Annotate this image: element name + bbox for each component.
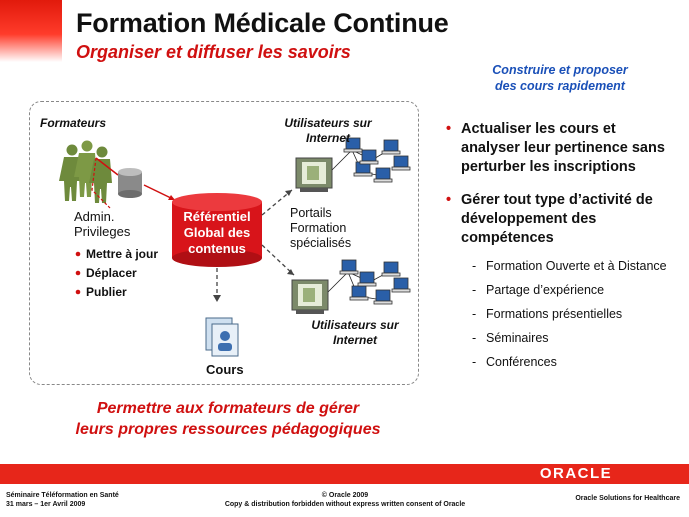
footer-copyright-line2: Copy & distribution forbidden without express written consent of Oracle (224, 501, 466, 508)
main-bullet (446, 120, 678, 177)
right-column (446, 120, 678, 378)
admin-item: Déplacer (86, 266, 137, 280)
trainers-label: Formateurs (40, 116, 107, 130)
portal-monitor-bottom-icon (292, 280, 328, 314)
users-top-line2: Internet (305, 131, 350, 145)
dash-icon: - (472, 355, 477, 369)
portals-line1: Portails (290, 206, 332, 220)
course-label: Cours (206, 362, 244, 377)
portals-label (290, 206, 351, 251)
sub-bullet-text: Formations présentielles (486, 307, 623, 321)
main-bullet (446, 191, 678, 248)
database-icon (118, 168, 142, 198)
admin-actions-list (86, 245, 158, 302)
main-bullet-text: Actualiser les cours et analyser leur pertinence sans perturber les inscriptions (461, 121, 665, 175)
footer-event (6, 491, 119, 509)
footer-solutions: Oracle Solutions for Healthcare (575, 495, 680, 502)
users-network-bottom-icon (328, 260, 410, 304)
main-bullet-text: Gérer tout type d’activité de développement des compétences (461, 192, 653, 246)
bottom-tagline (28, 398, 428, 440)
sub-bullet (472, 258, 678, 275)
bullet-dot-icon: • (446, 121, 452, 137)
right-heading-line2: des cours rapidement (495, 79, 625, 93)
users-top-line1: Utilisateurs sur (284, 116, 372, 130)
admin-item: Mettre à jour (86, 247, 159, 261)
oracle-logo: ORACLE (539, 465, 613, 482)
slide-subtitle: Organiser et diffuser les savoirs (76, 42, 351, 62)
tagline-line2: leurs propres ressources pédagogiques (75, 421, 381, 438)
dash-icon: - (472, 331, 477, 345)
footer-copyright (180, 491, 510, 509)
bullet-dot-icon: • (446, 192, 452, 208)
sub-bullet-text: Conférences (486, 355, 557, 369)
portals-line3: spécialisés (290, 236, 352, 250)
sub-bullet (472, 330, 678, 347)
slide-title: Formation Médicale Continue (76, 8, 449, 38)
trainers-icon (59, 141, 112, 204)
footer-event-line2: 31 mars – 1er Avril 2009 (6, 501, 86, 508)
portal-monitor-top-icon (296, 158, 332, 192)
users-top-label (268, 116, 388, 146)
footer-event-line1: Séminaire Téléformation en Santé (6, 492, 119, 499)
admin-line2: Privileges (74, 224, 131, 239)
sub-bullet-text: Séminaires (486, 331, 549, 345)
tagline-line1: Permettre aux formateurs de gérer (96, 400, 360, 417)
right-heading-line1: Construire et proposer (492, 63, 628, 77)
users-bottom-line2: Internet (332, 333, 377, 347)
referentiel-line3: contenus (188, 241, 246, 256)
referentiel-line1: Référentiel (183, 209, 251, 224)
sub-bullet-text: Partage d’expérience (486, 283, 605, 297)
referentiel-line2: Global des (183, 225, 251, 240)
dash-icon: - (472, 307, 477, 321)
admin-privileges-label (74, 209, 130, 239)
sub-bullet-text: Formation Ouverte et à Distance (486, 259, 667, 273)
portals-line2: Formation (290, 221, 347, 235)
activity-sub-list (472, 258, 678, 371)
referentiel-label (172, 209, 262, 257)
sub-bullet (472, 282, 678, 299)
admin-bullet-dots (76, 252, 81, 295)
dash-icon: - (472, 259, 477, 273)
footer-copyright-line1: © Oracle 2009 (321, 492, 369, 499)
users-bottom-line1: Utilisateurs sur (311, 318, 399, 332)
users-bottom-label (300, 318, 410, 348)
course-document-icon (206, 318, 238, 356)
admin-line1: Admin. (74, 209, 115, 224)
sub-bullet (472, 354, 678, 371)
sub-bullet (472, 306, 678, 323)
dash-icon: - (472, 283, 477, 297)
admin-item: Publier (86, 285, 127, 299)
